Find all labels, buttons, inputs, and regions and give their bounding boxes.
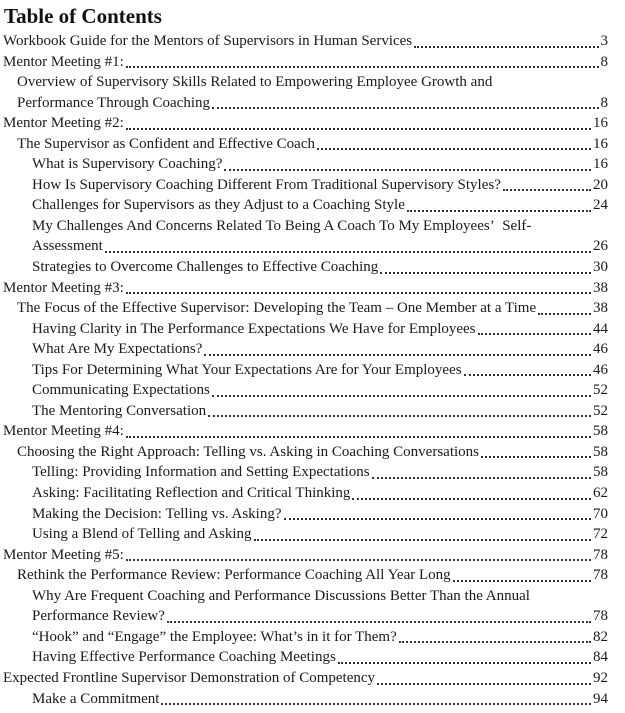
toc-entry-text: Mentor Meeting #1:: [3, 53, 124, 70]
toc-entry-line: [32, 627, 608, 648]
toc-entry[interactable]: [0, 278, 608, 299]
toc-entry[interactable]: [0, 442, 608, 463]
toc-entry-text: Strategies to Overcome Challenges to Effective Coaching: [32, 259, 379, 276]
dot-leader: [317, 148, 591, 150]
toc-entry-line: [17, 565, 608, 586]
toc-entry[interactable]: [0, 483, 608, 504]
toc-entry-text: Having Effective Performance Coaching Meetings: [32, 649, 336, 666]
page-number: 78: [593, 608, 608, 625]
page-number: 58: [593, 464, 608, 481]
toc-entry[interactable]: [0, 545, 608, 566]
dot-leader: [481, 456, 591, 458]
toc-entry[interactable]: [0, 154, 608, 175]
page-number: 3: [600, 33, 608, 49]
dot-leader: [167, 621, 591, 623]
toc-entry[interactable]: [0, 72, 608, 113]
toc-entry[interactable]: [0, 462, 608, 483]
toc-entry-line: [17, 298, 608, 319]
toc-entry-line: [32, 462, 608, 483]
toc-entry-text: Tips For Determining What Your Expectations Are for Your Employees: [32, 361, 462, 378]
toc-entry[interactable]: [0, 360, 608, 381]
dot-leader: [399, 641, 591, 643]
page-number: 16: [593, 135, 608, 152]
toc-entry[interactable]: [0, 319, 608, 340]
toc-entry-line: [32, 504, 608, 525]
dot-leader: [453, 580, 591, 582]
toc-entry-text: Workbook Guide for the Mentors of Supervisors in Human Services: [3, 33, 413, 49]
dot-leader: [126, 128, 591, 130]
toc-entry-line: [32, 401, 608, 422]
toc-entry-line: [32, 380, 608, 401]
toc-entry-line: [32, 360, 608, 381]
toc-entry-line: [32, 257, 608, 278]
toc-entry[interactable]: [0, 627, 608, 648]
page-number: 44: [593, 320, 608, 337]
toc-entry[interactable]: [0, 689, 608, 710]
page-number: 16: [593, 156, 608, 173]
toc-entry-line: [32, 339, 608, 360]
toc-entry[interactable]: [0, 175, 608, 196]
toc-entry-text-wrap: Why Are Frequent Coaching and Performance Discussions Better Than the Annual: [32, 587, 530, 604]
toc-entry-line: [32, 175, 608, 196]
dot-leader: [161, 703, 591, 705]
dot-leader: [503, 189, 591, 191]
dot-leader: [478, 333, 591, 335]
page-number: 16: [593, 115, 608, 132]
dot-leader: [126, 559, 591, 561]
page-number: 24: [593, 197, 608, 214]
page-title: Table of Contents: [4, 4, 162, 28]
toc-entry-line: [32, 319, 608, 340]
toc-entry-text: The Supervisor as Confident and Effective Coach: [17, 135, 315, 152]
toc-list: [0, 31, 608, 709]
page-number: 46: [593, 341, 608, 358]
page-number: 26: [593, 238, 608, 255]
dot-leader: [407, 210, 591, 212]
page-number: 82: [593, 628, 608, 645]
toc-entry-text: Making the Decision: Telling vs. Asking?: [32, 505, 282, 522]
page-number: 58: [593, 443, 608, 460]
toc-entry-text: Having Clarity in The Performance Expectations We Have for Employees: [32, 320, 476, 337]
dot-leader: [372, 477, 591, 479]
toc-entry-line: [32, 195, 608, 216]
toc-entry-text: The Focus of the Effective Supervisor: Developing the Team – One Member at a Time: [17, 300, 537, 317]
dot-leader: [212, 107, 598, 109]
page-number: 94: [593, 690, 608, 707]
dot-leader: [377, 683, 591, 685]
toc-entry-text: Choosing the Right Approach: Telling vs. Asking in Coaching Conversations: [17, 443, 479, 460]
toc-entry[interactable]: [0, 586, 608, 627]
toc-entry[interactable]: [0, 339, 608, 360]
page-number: 20: [593, 176, 608, 193]
toc-entry[interactable]: [0, 421, 608, 442]
toc-entry-line: [32, 524, 608, 545]
toc-entry[interactable]: [0, 401, 608, 422]
toc-entry[interactable]: [0, 647, 608, 668]
page-number: 92: [593, 669, 608, 686]
dot-leader: [126, 66, 599, 68]
toc-entry-line: [3, 545, 608, 566]
toc-entry-text: Challenges for Supervisors as they Adjust to a Coaching Style: [32, 197, 405, 214]
toc-entry[interactable]: [0, 257, 608, 278]
toc-entry-text: Mentor Meeting #5:: [3, 546, 124, 563]
toc-entry-line: [32, 483, 608, 504]
toc-entry-line: [3, 278, 608, 299]
toc-entry-text: Asking: Facilitating Reflection and Critical Thinking: [32, 485, 351, 502]
page-number: 46: [593, 361, 608, 378]
dot-leader: [105, 251, 591, 253]
toc-entry-text: Mentor Meeting #2:: [3, 115, 124, 132]
toc-entry-text: Make a Commitment: [32, 690, 160, 707]
toc-entry-text: Telling: Providing Information and Setting Expectations: [32, 464, 370, 481]
toc-entry-line: [17, 134, 608, 155]
dot-leader: [208, 415, 591, 417]
toc-entry-line: [3, 113, 608, 134]
page-number: 30: [593, 259, 608, 276]
page-number: 78: [593, 546, 608, 563]
page-number: 62: [593, 485, 608, 502]
toc-entry-line: [32, 236, 608, 257]
toc-entry-text-wrap: Overview of Supervisory Skills Related to Empowering Employee Growth and: [17, 74, 493, 91]
dot-leader: [224, 169, 591, 171]
toc-entry-text-wrap: My Challenges And Concerns Related To Being A Coach To My Employees’ Self-: [32, 217, 532, 234]
toc-entry-text: How Is Supervisory Coaching Different From Traditional Supervisory Styles?: [32, 176, 501, 193]
toc-entry[interactable]: [0, 52, 608, 73]
page-number: 38: [593, 279, 608, 296]
toc-entry-line: [32, 606, 608, 627]
toc-entry[interactable]: [0, 565, 608, 586]
toc-entry-text: Using a Blend of Telling and Asking: [32, 526, 252, 543]
toc-entry-text: Mentor Meeting #4:: [3, 423, 124, 440]
toc-entry-text: What is Supervisory Coaching?: [32, 156, 223, 173]
toc-entry[interactable]: [0, 380, 608, 401]
dot-leader: [284, 518, 592, 520]
page-number: 8: [600, 94, 608, 111]
page-number: 52: [593, 402, 608, 419]
dot-leader: [204, 354, 591, 356]
dot-leader: [414, 46, 598, 48]
toc-entry-text: Performance Review?: [32, 608, 165, 625]
toc-entry-line: [17, 442, 608, 463]
toc-entry[interactable]: [0, 134, 608, 155]
toc-entry-line: [17, 93, 608, 114]
toc-entry-text: Expected Frontline Supervisor Demonstration of Competency: [3, 669, 376, 686]
dot-leader: [352, 498, 591, 500]
dot-leader: [380, 272, 591, 274]
page-number: 84: [593, 649, 608, 666]
dot-leader: [464, 374, 591, 376]
toc-entry-line: [32, 689, 608, 710]
dot-leader: [254, 539, 592, 541]
toc-entry-line: [32, 647, 608, 668]
toc-entry[interactable]: [0, 668, 608, 689]
toc-entry-text: The Mentoring Conversation: [32, 402, 207, 419]
dot-leader: [338, 662, 591, 664]
dot-leader: [538, 313, 591, 315]
toc-entry-text: Rethink the Performance Review: Performance Coaching All Year Long: [17, 567, 451, 584]
toc-entry-text: Performance Through Coaching: [17, 94, 211, 111]
page-number: 70: [593, 505, 608, 522]
toc-entry-text: “Hook” and “Engage” the Employee: What’s in it for Them?: [32, 628, 397, 645]
dot-leader: [126, 292, 591, 294]
toc-entry[interactable]: [0, 504, 608, 525]
toc-entry-line: [3, 668, 608, 689]
page-number: 58: [593, 423, 608, 440]
toc-entry-text: What Are My Expectations?: [32, 341, 203, 358]
toc-entry[interactable]: [0, 298, 608, 319]
toc-entry[interactable]: [0, 216, 608, 257]
toc-entry[interactable]: [0, 113, 608, 134]
toc-entry-line: [3, 421, 608, 442]
toc-entry-line: [3, 31, 608, 52]
page-number: 38: [593, 300, 608, 317]
dot-leader: [126, 436, 591, 438]
toc-entry-text: Communicating Expectations: [32, 382, 210, 399]
page-number: 52: [593, 382, 608, 399]
page-number: 72: [593, 526, 608, 543]
page-number: 78: [593, 567, 608, 584]
toc-entry-text: Mentor Meeting #3:: [3, 279, 124, 296]
page-number: 8: [600, 53, 608, 70]
dot-leader: [212, 395, 591, 397]
toc-entry[interactable]: [0, 524, 608, 545]
toc-entry[interactable]: [0, 31, 608, 52]
toc-entry-line: [32, 154, 608, 175]
toc-entry-line: [3, 52, 608, 73]
toc-entry-text: Assessment: [32, 238, 103, 255]
toc-entry[interactable]: [0, 195, 608, 216]
